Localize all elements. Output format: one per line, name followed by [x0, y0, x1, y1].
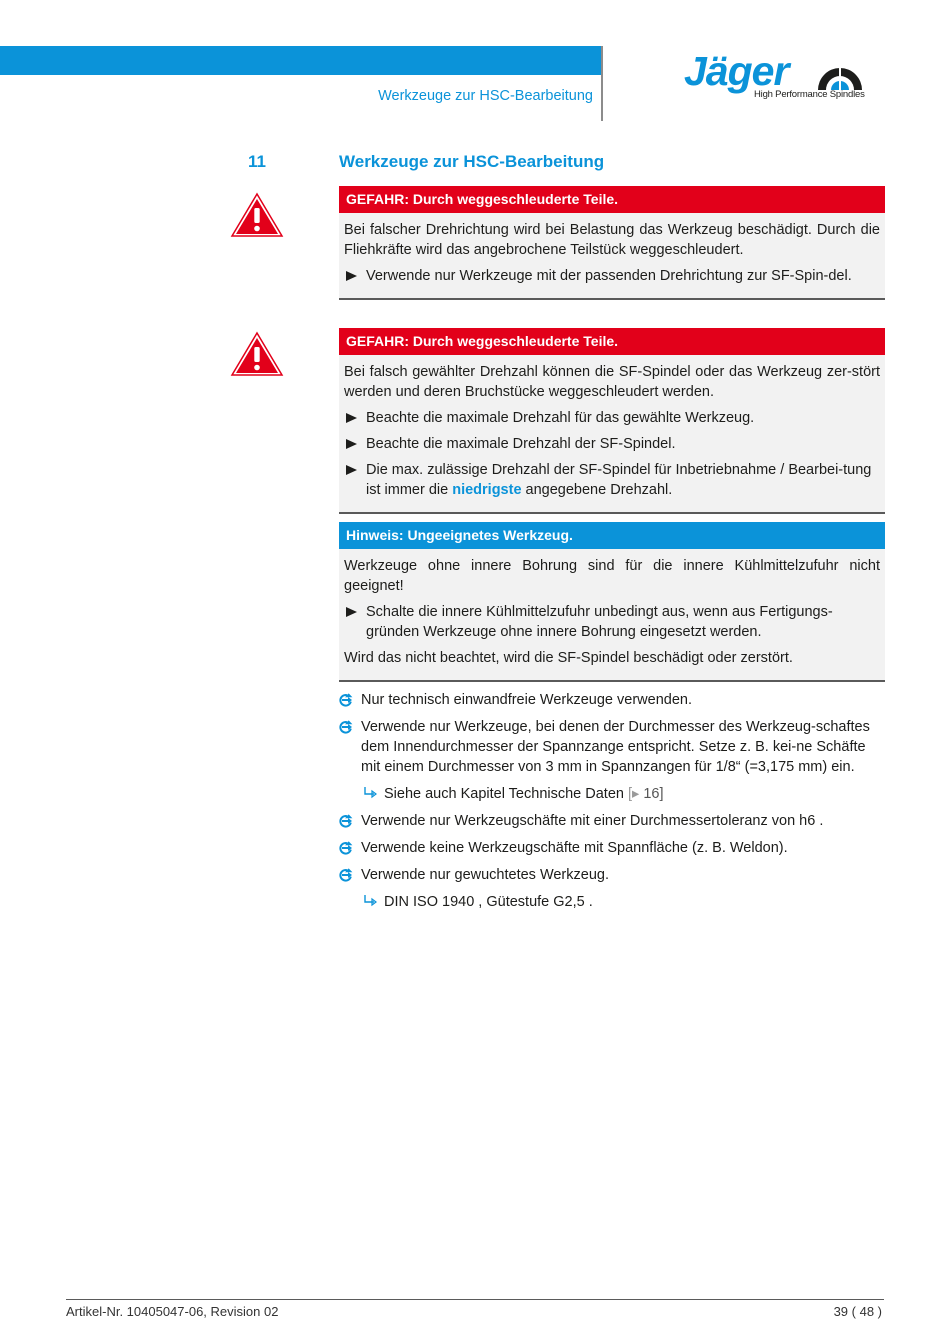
notice-footer-text: Wird das nicht beachtet, wird die SF-Spindel beschädigt oder zerstört.: [344, 650, 793, 666]
logo-tagline: High Performance Spindles: [754, 89, 865, 100]
danger-text: Bei falscher Drehrichtung wird bei Belastung das Werkzeug beschädigt. Durch die Fliehkräfte wird das angebrochene Teilstück weggeschleudert.: [344, 222, 880, 258]
instruction-bullet: Schalte die innere Kühlmittelzufuhr unbedingt aus, wenn aus Fertigungs-gründen Werkzeuge ohne innere Bohrung eingesetzt werden.: [344, 602, 880, 642]
page-number: 39 ( 48 ): [833, 1304, 882, 1319]
list-item: Verwende nur Werkzeugschäfte mit einer Durchmessertoleranz von h6 .: [339, 811, 885, 831]
danger-box-rotation: [339, 186, 885, 300]
circle-arrow-icon: [339, 814, 353, 828]
danger-header: GEFAHR: Durch weggeschleuderte Teile.: [339, 186, 885, 213]
header-bar: [0, 46, 602, 75]
result-arrow-icon: [363, 786, 377, 800]
list-item: Verwende nur Werkzeuge, bei denen der Durchmesser des Werkzeug-schaftes dem Innendurchmesser der Spannzange entspricht. Setze z. B. kei-ne Schäfte mit einem Durchmesser von 3 mm in Spannzangen für 1/8“ (=3,175 mm) ein.: [339, 717, 885, 777]
instruction-bullet: Beachte die maximale Drehzahl der SF-Spindel.: [344, 434, 880, 454]
list-item: Verwende nur gewuchtetes Werkzeug.: [339, 865, 885, 885]
notice-text: Werkzeuge ohne innere Bohrung sind für die innere Kühlmittelzufuhr nicht geeignet!: [344, 558, 880, 594]
notice-box-tool: [339, 522, 885, 682]
list-item: Nur technisch einwandfreie Werkzeuge verwenden.: [339, 690, 885, 710]
triangle-bullet-icon: [346, 465, 357, 475]
result-arrow-icon: [363, 894, 377, 908]
circle-arrow-icon: [339, 693, 353, 707]
circle-arrow-icon: [339, 720, 353, 734]
instruction-bullet: Die max. zulässige Drehzahl der SF-Spindel für Inbetriebnahme / Bearbei-tung ist immer die niedrigste angegebene Drehzahl.: [344, 460, 880, 500]
reference-arrow-icon: ▸: [632, 786, 644, 802]
highlight-word: niedrigste: [452, 482, 522, 498]
triangle-bullet-icon: [346, 413, 357, 423]
warning-triangle-icon: [230, 331, 284, 377]
instruction-list: [339, 690, 885, 919]
triangle-bullet-icon: [346, 607, 357, 617]
circle-arrow-icon: [339, 868, 353, 882]
danger-box-speed: [339, 328, 885, 514]
header-divider: [601, 46, 603, 121]
triangle-bullet-icon: [346, 439, 357, 449]
page-reference[interactable]: [▸ 16]: [627, 786, 664, 802]
result-item: DIN ISO 1940 , Gütestufe G2,5 .: [339, 892, 885, 912]
chapter-title: Werkzeuge zur HSC-Bearbeitung: [339, 152, 605, 171]
running-header-title: Werkzeuge zur HSC-Bearbeitung: [378, 88, 593, 104]
instruction-bullet: Verwende nur Werkzeuge mit der passenden Drehrichtung zur SF-Spin-del.: [344, 266, 880, 286]
footer-divider: [66, 1299, 884, 1300]
list-item: Verwende keine Werkzeugschäfte mit Spannfläche (z. B. Weldon).: [339, 838, 885, 858]
triangle-bullet-icon: [346, 271, 357, 281]
spindle-logo-icon: [816, 60, 864, 92]
logo-wordmark: Jäger: [684, 48, 789, 94]
jaeger-logo: [684, 48, 868, 104]
warning-triangle-icon: [230, 192, 284, 238]
instruction-bullet: Beachte die maximale Drehzahl für das gewählte Werkzeug.: [344, 408, 880, 428]
danger-text: Bei falsch gewählter Drehzahl können die SF-Spindel oder das Werkzeug zer-stört werden und deren Bruchstücke weggeschleudert werden.: [344, 364, 880, 400]
circle-arrow-icon: [339, 841, 353, 855]
danger-header: GEFAHR: Durch weggeschleuderte Teile.: [339, 328, 885, 355]
chapter-number: 11: [248, 152, 266, 171]
notice-header: Hinweis: Ungeeignetes Werkzeug.: [339, 522, 885, 549]
article-number: Artikel-Nr. 10405047-06, Revision 02: [66, 1304, 279, 1319]
result-item: Siehe auch Kapitel Technische Daten [▸ 16]: [339, 784, 885, 804]
